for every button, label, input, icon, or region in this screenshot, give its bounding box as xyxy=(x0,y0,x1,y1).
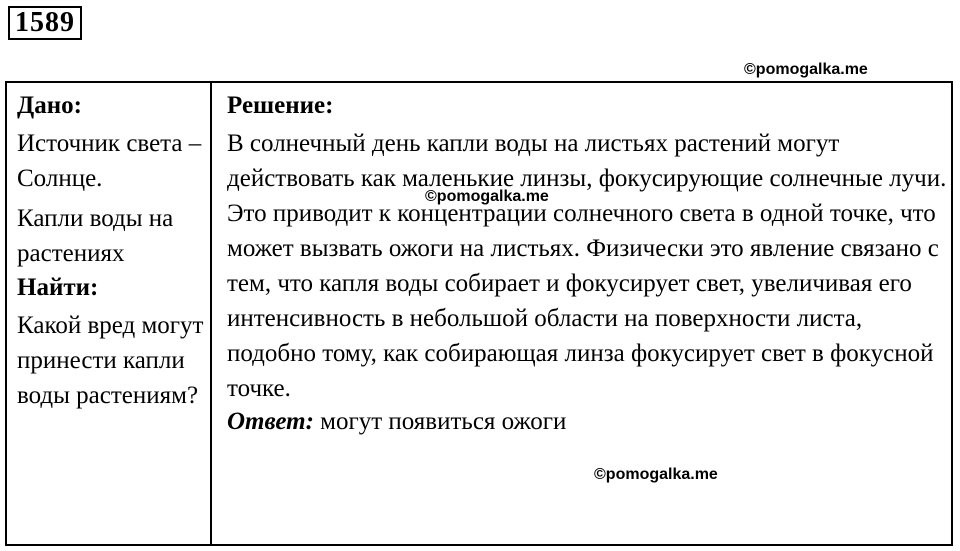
watermark-top: ©pomogalka.me xyxy=(744,61,868,78)
task-number: 1589 xyxy=(8,6,82,40)
answer-label: Ответ: xyxy=(227,408,314,435)
solution-column xyxy=(212,83,951,544)
solution-text: В солнечный день капли воды на листьях растений могут действовать как маленькие линзы, фокусирующие солнечные лучи. Это приводит к концентрации солнечного света в одной точке, что может вызвать ожоги на листьях. Физически это явление связано с тем, что капля воды собирает и фокусирует свет, увеличивая его интенсивность в небольшой области на поверхности листа, подобно тому, как собирающая линза фокусирует свет в фокусной точке. xyxy=(227,130,947,402)
solution-table xyxy=(5,81,953,546)
watermark-middle: ©pomogalka.me xyxy=(425,188,549,205)
given-heading: Дано: xyxy=(17,92,82,119)
given-item-source: Источник света – Солнце. xyxy=(17,130,202,192)
answer-line xyxy=(227,406,951,438)
solution-heading: Решение: xyxy=(227,92,334,119)
given-item-drops: Капли воды на растениях xyxy=(17,205,174,267)
find-text: Какой вред могут принести капли воды растениям? xyxy=(17,312,204,409)
given-column xyxy=(7,83,212,544)
find-heading: Найти: xyxy=(17,274,99,301)
answer-text: могут появиться ожоги xyxy=(320,408,567,435)
watermark-bottom: ©pomogalka.me xyxy=(594,466,718,483)
